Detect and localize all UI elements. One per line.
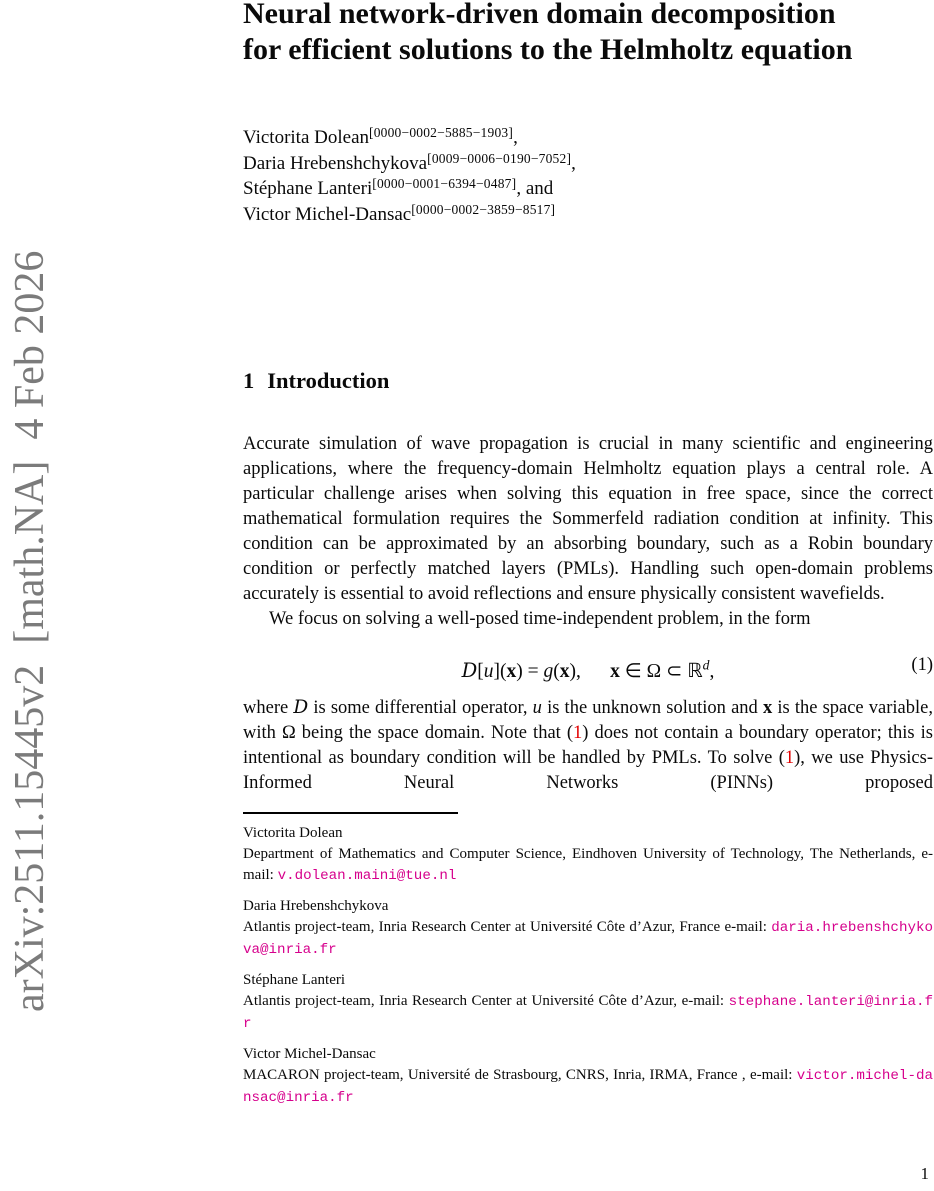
author-name: Daria Hrebenshchykova (243, 152, 428, 174)
footnote-affiliation-text: Department of Mathematics and Computer Science, Eindhoven University of Technology, The Netherlands, e-mail: (243, 846, 933, 883)
text-segment: u (532, 698, 542, 718)
text-segment: u (483, 660, 494, 682)
section-number: 1 (243, 368, 255, 393)
email-link[interactable]: stephane.lanteri@inria.fr (243, 994, 933, 1032)
section-heading (243, 367, 933, 395)
text-segment: D (293, 697, 309, 718)
text-segment: x (610, 660, 620, 682)
footnote-rule (243, 812, 458, 814)
footnote-author-name: Stéphane Lanteri (243, 972, 346, 988)
paper-title-line-2: for efficient solutions to the Helmholtz equation (243, 33, 853, 66)
paragraph-after-equation (243, 695, 933, 796)
author-separator: , (513, 127, 518, 148)
footnote-affiliation-text: Atlantis project-team, Inria Research Center at Université Côte d’Azur, e-mail: (243, 993, 729, 1009)
author-orcid-superscript: [0000−0001−6394−0487] (372, 176, 517, 191)
author-name: Victorita Dolean (243, 127, 370, 148)
footnote (243, 970, 933, 1035)
footnote-affiliation (243, 917, 933, 961)
author-orcid-superscript: [0009−0006−0190−7052] (427, 150, 572, 166)
equation-reference-link[interactable]: 1 (784, 748, 795, 768)
footnote-affiliation (243, 1065, 933, 1109)
text-segment: ( (553, 660, 560, 682)
footnote (243, 896, 933, 961)
author-orcid-superscript: [0000−0002−5885−1903] (369, 125, 514, 140)
text-segment: x (559, 660, 570, 682)
text-segment: [ (477, 660, 484, 682)
author-separator: , (571, 152, 576, 174)
page-number: 1 (920, 1164, 929, 1183)
text-segment: , (709, 660, 715, 682)
paragraph-intro: Accurate simulation of wave propagation is crucial in many scientific and engineering applications, where the frequency-domain Helmholtz equation plays a central role. A particular challenge arises when solving this equation in free space, since the correct mathematical formulation requires the Sommerfeld radiation condition at infinity. This condition can be approximated by an absorbing boundary, such as a Robin boundary condition or perfectly matched layers (PMLs). Handling such open-domain problems accurately is essential to avoid reflections and ensure physically consistent wavefields. (243, 434, 933, 604)
text-segment: x (762, 698, 773, 718)
author-name: Victor Michel-Dansac (243, 203, 412, 225)
footnote-affiliation-text: Atlantis project-team, Inria Research Center at Université Côte d’Azur, France e-mail: (243, 919, 772, 935)
footnote-affiliation (243, 844, 933, 887)
footnote-author-name: Victorita Dolean (243, 825, 343, 841)
equation-reference-link[interactable]: 1 (573, 723, 583, 743)
text-segment (581, 661, 610, 682)
author-line (243, 176, 933, 202)
text-segment: ]( (493, 660, 507, 682)
author-name: Stéphane Lanteri (243, 178, 373, 199)
paragraph-lead-in: We focus on solving a well-posed time-independent problem, in the form (269, 609, 811, 629)
footnote-author-name: Victor Michel-Dansac (243, 1046, 376, 1062)
email-link[interactable]: victor.michel-dansac@inria.fr (243, 1068, 933, 1106)
equation-tag: (1) (911, 655, 933, 675)
author-orcid-superscript: [0000−0002−3859−8517] (411, 201, 556, 217)
equation-body (461, 657, 715, 682)
footnotes-block (243, 823, 933, 1109)
content-column (243, 0, 933, 1118)
footnote (243, 823, 933, 887)
text-segment: x (506, 660, 517, 682)
footnote-affiliation (243, 991, 933, 1035)
text-segment: ∈ Ω ⊂ ℝ (619, 660, 703, 682)
email-link[interactable]: v.dolean.maini@tue.nl (277, 868, 457, 884)
email-link[interactable]: daria.hrebenshchykova@inria.fr (243, 920, 933, 958)
author-separator: , and (516, 178, 554, 199)
author-line (243, 202, 933, 228)
text-segment: where (243, 698, 294, 718)
text-segment: D (461, 658, 478, 682)
author-list (243, 125, 933, 227)
footnote-author-name: Daria Hrebenshchykova (243, 898, 389, 914)
text-segment: g (543, 660, 554, 682)
equation-display (243, 649, 933, 681)
footnote-affiliation-text: MACARON project-team, Université de Strasbourg, CNRS, Inria, IRMA, France , e-mail: (243, 1067, 797, 1083)
paper-title (243, 0, 933, 68)
section-title: Introduction (267, 368, 390, 393)
footnote (243, 1044, 933, 1109)
text-segment: ) does not contain a boundary operator; this is intentional as boundary condition will be handled by PMLs. To solve ( (243, 723, 933, 768)
text-segment: ) = (516, 660, 544, 682)
text-segment: is the space variable, with Ω being the space domain. Note that ( (243, 698, 933, 743)
arxiv-watermark: arXiv:2511.15445v2 [math.NA] 4 Feb 2026 (7, 250, 53, 1012)
author-line (243, 125, 933, 151)
text-segment: ), (569, 660, 581, 682)
author-line (243, 151, 933, 177)
text-segment: d (702, 657, 710, 672)
text-segment: ), we use Physics-Informed Neural Networks (PINNs) proposed (243, 748, 934, 793)
text-segment: is some differential operator, (308, 698, 533, 718)
text-segment: is the unknown solution and (541, 698, 763, 718)
paper-title-line-1: Neural network-driven domain decomposition (243, 0, 836, 30)
